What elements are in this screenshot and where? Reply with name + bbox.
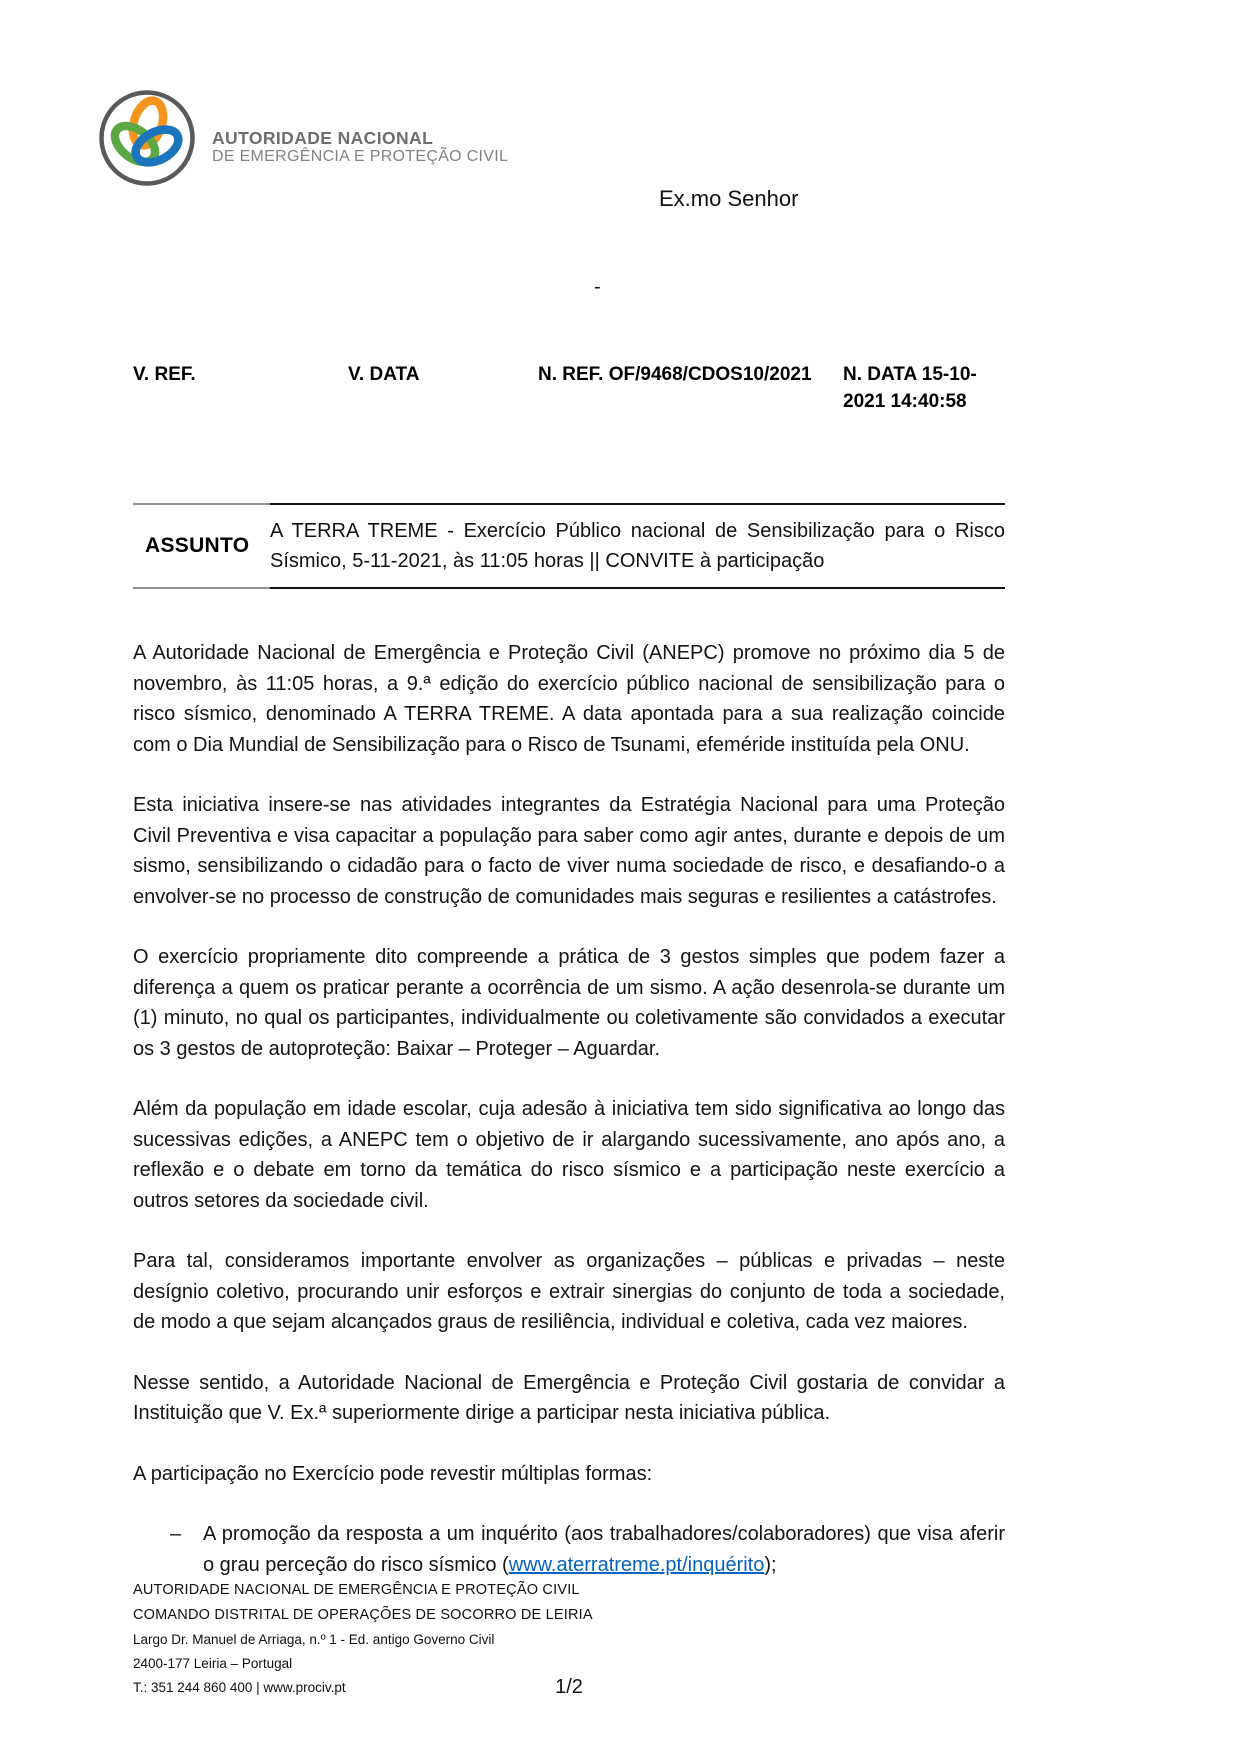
subject-label: ASSUNTO bbox=[133, 503, 270, 589]
bullet-text-before-link: A promoção da resposta a um inquérito (aos trabalhadores/colaboradores) que visa aferir o grau perceção do risco sísmico ( bbox=[203, 1523, 1005, 1576]
paragraph-6: Nesse sentido, a Autoridade Nacional de Emergência e Proteção Civil gostaria de convidar a Instituição que V. Ex.ª superiormente dirige a participar nesta iniciativa pública. bbox=[133, 1371, 1005, 1424]
v-data-label: V. DATA bbox=[348, 364, 420, 385]
bullet-dash-marker: – bbox=[170, 1523, 182, 1545]
anepc-knot-icon bbox=[97, 88, 197, 188]
org-name-line2: DE EMERGÊNCIA E PROTEÇÃO CIVIL bbox=[212, 148, 509, 166]
letter-body bbox=[133, 638, 1005, 1580]
recipient-placeholder-dash: - bbox=[594, 276, 601, 298]
paragraph-3: O exercício propriamente dito compreende a prática de 3 gestos simples que podem fazer a diferença a quem os praticar perante a ocorrência de um sismo. A ação desenrola-se durante um (1) minuto, no qual os participantes, individualmente ou coletivamente são convidados a executar os 3 gestos de autoproteção: Baixar – Proteger – Aguardar. bbox=[133, 946, 1005, 1060]
list-intro: A participação no Exercício pode revestir múltiplas formas: bbox=[133, 1462, 653, 1485]
footer-city-line: 2400-177 Leiria – Portugal bbox=[133, 1656, 293, 1671]
n-data-value: N. DATA 15-10-2021 14:40:58 bbox=[843, 364, 977, 412]
footer-phone-line: T.: 351 244 860 400 | www.prociv.pt bbox=[133, 1680, 346, 1695]
footer-org-line: AUTORIDADE NACIONAL DE EMERGÊNCIA E PROTEÇÃO CIVIL bbox=[133, 1582, 580, 1598]
reference-row bbox=[133, 361, 1013, 415]
bullet-text-after-link: ); bbox=[764, 1553, 777, 1576]
subject-section bbox=[133, 503, 1005, 589]
bullet-item bbox=[170, 1519, 1005, 1580]
paragraph-1: A Autoridade Nacional de Emergência e Proteção Civil (ANEPC) promove no próximo dia 5 de novembro, às 11:05 horas, a 9.ª edição do exercício público nacional de sensibilização para o risco sísmico, denominado A TERRA TREME. A data apontada para a sua realização coincide com o Dia Mundial de Sensibilização para o Risco de Tsunami, efeméride instituída pela ONU. bbox=[133, 642, 1005, 756]
subject-text: A TERRA TREME - Exercício Público nacional de Sensibilização para o Risco Sísmico, 5-11-2021, às 11:05 horas || CONVITE à participação bbox=[270, 503, 1005, 589]
recipient-salutation: Ex.mo Senhor bbox=[659, 186, 799, 211]
anepc-logo bbox=[97, 88, 508, 188]
org-name-line1: AUTORIDADE NACIONAL bbox=[212, 128, 434, 148]
paragraph-2: Esta iniciativa insere-se nas atividades integrantes da Estratégia Nacional para uma Proteção Civil Preventiva e visa capacitar a população para saber como agir antes, durante e depois de um sismo, sensibilizando o cidadão para o facto de viver numa sociedade de risco, e desafiando-o a envolver-se no processo de construção de comunidades mais seguras e resilientes a catástrofes. bbox=[133, 794, 1005, 908]
org-name bbox=[212, 128, 508, 167]
footer-street-line: Largo Dr. Manuel de Arriaga, n.º 1 - Ed. antigo Governo Civil bbox=[133, 1632, 495, 1647]
v-ref-label: V. REF. bbox=[133, 364, 196, 385]
page-number: 1/2 bbox=[555, 1676, 583, 1698]
bullet-text bbox=[203, 1519, 1005, 1580]
paragraph-5: Para tal, consideramos importante envolver as organizações – públicas e privadas – neste desígnio coletivo, procurando unir esforços e extrair sinergias do conjunto de toda a sociedade, de modo a que sejam alcançados graus de resiliência, individual e coletiva, cada vez maiores. bbox=[133, 1250, 1005, 1333]
survey-link[interactable]: www.aterratreme.pt/inquérito bbox=[508, 1553, 765, 1576]
footer-command-line: COMANDO DISTRITAL DE OPERAÇÕES DE SOCORRO DE LEIRIA bbox=[133, 1607, 593, 1623]
n-ref-value: N. REF. OF/9468/CDOS10/2021 bbox=[538, 364, 812, 385]
paragraph-4: Além da população em idade escolar, cuja adesão à iniciativa tem sido significativa ao longo das sucessivas edições, a ANEPC tem o objetivo de ir alargando sucessivamente, ano após ano, a reflexão e o debate em torno da temática do risco sísmico e a participação neste exercício a outros setores da sociedade civil. bbox=[133, 1098, 1005, 1212]
